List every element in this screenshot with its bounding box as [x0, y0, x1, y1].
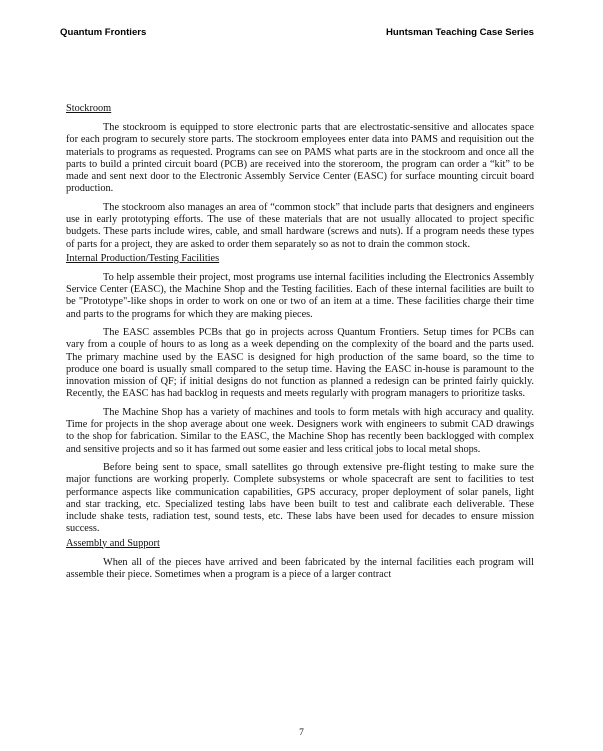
section-heading-assembly-support: Assembly and Support — [66, 537, 160, 549]
section-heading-stockroom: Stockroom — [66, 103, 112, 114]
section-heading-internal-facilities: Internal Production/Testing Facilities — [66, 252, 220, 264]
paragraph: Before being sent to space, small satellites go through extensive pre-flight testing to make sure the major functions are working properly. Complete subsystems or whole spacecraft are sent to facilities to test performance aspects like communication capabilities, GPS accuracy, proper deployment of solar panels, light and star tracking, etc. Specialized testing labs have been built to test and calibrate each deliverable. These include shake tests, radiation test, sound tests, etc. These labs have been used for decades to ensure mission success. — [66, 462, 534, 535]
paragraph: The stockroom also manages an area of “common stock” that include parts that designers and engineers use in early prototyping efforts. The use of these materials that are not usually allocated to project specific budgets. These parts include wires, cable, and small hardware (screws and nuts). If a program needs these types of parts for a project, they are asked to order them separately so as not to drain the common stock. — [66, 201, 534, 250]
header-right-series: Huntsman Teaching Case Series — [385, 27, 534, 38]
paragraph: The stockroom is equipped to store electronic parts that are electrostatic-sensitive and allocates space for each program to securely store parts. The stockroom employees enter data into PAMS and requisition out the materials to programs as requested. Programs can see on PAMS what parts are in the stockroom and once all the parts to build a printed circuit board (PCB) are received into the storeroom, the program can order a “kit” to be made and sent next door to the Electronic Assembly Service Center (EASC) for surface mounting circuit board production. — [66, 122, 534, 195]
paragraph: The EASC assembles PCBs that go in projects across Quantum Frontiers. Setup times for PCBs can vary from a couple of hours to as long as a week depending on the complexity of the board and the parts used. The primary machine used by the EASC is designed for high production of the same board, so the time to produce one board is usually small compared to the setup time. Having the EASC in-house is paramount to the innovation mission of QF; if initial designs do not function as planned a redesign can be printed fairly quickly. Recently, the EASC has had backlog in requests and meets regularly with program managers to prioritize tasks. — [66, 327, 534, 400]
body-content — [66, 103, 534, 588]
header-left-title: Quantum Frontiers — [60, 27, 147, 38]
page-number: 7 — [299, 728, 304, 738]
paragraph: The Machine Shop has a variety of machines and tools to form metals with high accuracy and quality. Time for projects in the shop average about one week. Designers work with engineers to submit CAD drawings to the shop for fabrication. Similar to the EASC, the Machine Shop has recently been backlogged with complex and sensitive projects and so it has farmed out some easier and less critical jobs to local metal shops. — [66, 406, 534, 455]
paragraph: When all of the pieces have arrived and been fabricated by the internal facilities each program will assemble their piece. Sometimes when a program is a piece of a larger contract — [66, 556, 534, 580]
paragraph: To help assemble their project, most programs use internal facilities including the Electronics Assembly Service Center (EASC), the Machine Shop and the Testing facilities. Each of these internal facilities are built to be "Prototype"-like shops in order to work on one or two of an item at a time. These facilities charge their time and parts to the programs for which they are making pieces. — [66, 271, 534, 320]
